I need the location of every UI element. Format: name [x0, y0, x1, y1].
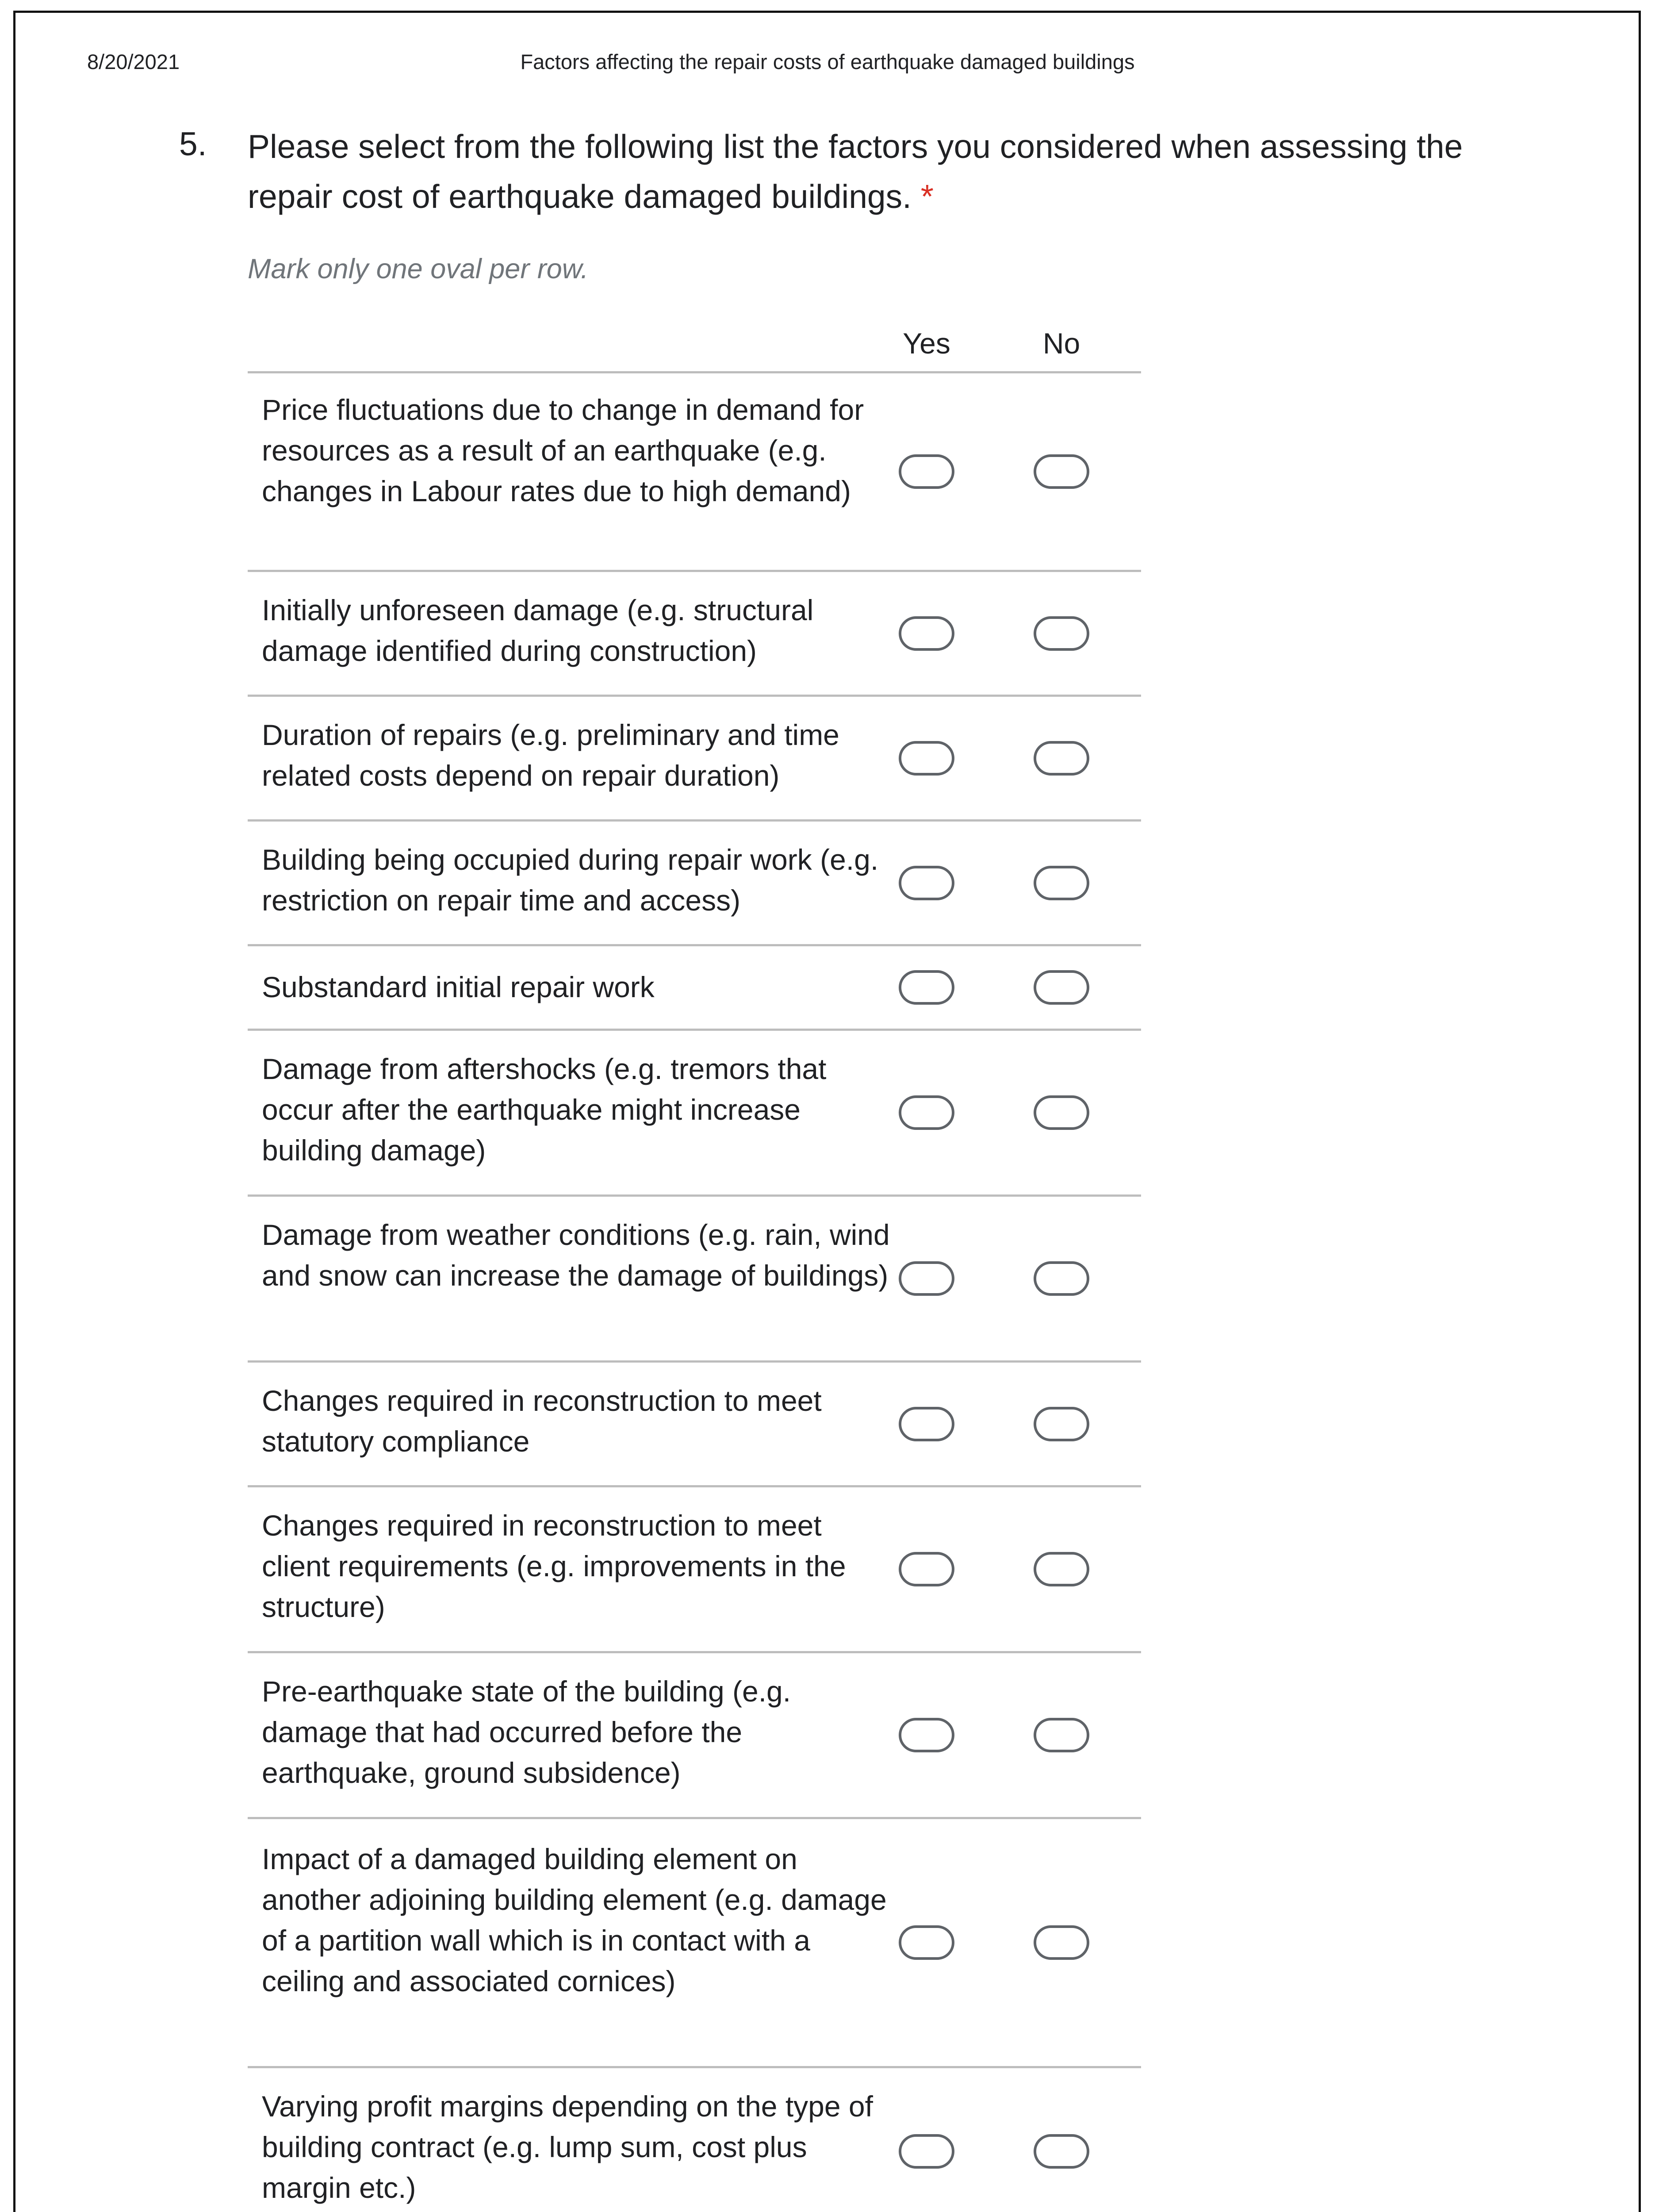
radio-no[interactable]	[1034, 1552, 1089, 1586]
row-label: Price fluctuations due to change in demand for resources as a result of an earthquake (e.g. changes in Labour rates due to high demand)	[262, 393, 864, 507]
grid-row	[248, 697, 1141, 822]
radio-no[interactable]	[1034, 866, 1089, 900]
grid-row	[248, 1653, 1141, 1819]
radio-yes[interactable]	[899, 866, 954, 900]
grid-row	[248, 946, 1141, 1031]
row-label: Varying profit margins depending on the type of building contract (e.g. lump sum, cost plus margin etc.)	[262, 2090, 873, 2204]
row-label: Pre-earthquake state of the building (e.g. damage that had occurred before the earthquake, ground subsidence)	[262, 1675, 791, 1789]
radio-yes[interactable]	[899, 1925, 954, 1960]
print-date: 8/20/2021	[87, 50, 180, 73]
radio-no[interactable]	[1034, 616, 1089, 651]
radio-no[interactable]	[1034, 454, 1089, 489]
radio-yes[interactable]	[899, 454, 954, 489]
grid-row	[248, 822, 1141, 946]
radio-no[interactable]	[1034, 1261, 1089, 1296]
radio-no[interactable]	[1034, 970, 1089, 1005]
radio-yes[interactable]	[899, 1718, 954, 1752]
row-label: Substandard initial repair work	[262, 971, 655, 1003]
row-label: Impact of a damaged building element on another adjoining building element (e.g. damage of a partition wall which is in contact with a ceiling and associated cornices)	[262, 1843, 887, 1997]
radio-yes[interactable]	[899, 616, 954, 651]
row-label: Duration of repairs (e.g. preliminary and time related costs depend on repair duration)	[262, 718, 839, 792]
row-label: Changes required in reconstruction to meet client requirements (e.g. improvements in the structure)	[262, 1509, 846, 1623]
radio-yes[interactable]	[899, 2134, 954, 2169]
radio-no[interactable]	[1034, 1407, 1089, 1441]
row-label: Initially unforeseen damage (e.g. structural damage identified during construction)	[262, 594, 814, 667]
row-label: Damage from aftershocks (e.g. tremors that occur after the earthquake might increase building damage)	[262, 1052, 827, 1167]
grid-row	[248, 2068, 1141, 2212]
grid-row	[248, 373, 1141, 572]
row-label: Damage from weather conditions (e.g. rain, wind and snow can increase the damage of buildings)	[262, 1218, 890, 1292]
radio-no[interactable]	[1034, 2134, 1089, 2169]
radio-yes[interactable]	[899, 1095, 954, 1130]
grid-header	[248, 319, 1141, 373]
row-label: Building being occupied during repair work (e.g. restriction on repair time and access)	[262, 843, 879, 917]
choice-grid	[248, 319, 1141, 2212]
radio-yes[interactable]	[899, 1552, 954, 1586]
grid-row	[248, 1487, 1141, 1653]
radio-yes[interactable]	[899, 741, 954, 776]
grid-row	[248, 1197, 1141, 1363]
column-header-yes: Yes	[903, 327, 950, 360]
radio-no[interactable]	[1034, 1925, 1089, 1960]
question-hint: Mark only one oval per row.	[248, 253, 589, 284]
radio-yes[interactable]	[899, 1261, 954, 1296]
grid-row	[248, 1363, 1141, 1487]
radio-no[interactable]	[1034, 741, 1089, 776]
radio-no[interactable]	[1034, 1095, 1089, 1130]
required-marker: *	[920, 178, 934, 215]
radio-yes[interactable]	[899, 1407, 954, 1441]
grid-row	[248, 1031, 1141, 1197]
radio-yes[interactable]	[899, 970, 954, 1005]
form-title: Factors affecting the repair costs of earthquake damaged buildings	[520, 50, 1135, 73]
grid-row	[248, 1819, 1141, 2068]
question-text	[248, 122, 1464, 222]
question-number: 5.	[179, 125, 207, 162]
column-header-no: No	[1042, 327, 1080, 360]
radio-no[interactable]	[1034, 1718, 1089, 1752]
row-label: Changes required in reconstruction to meet statutory compliance	[262, 1384, 822, 1458]
question-label: Please select from the following list the factors you considered when assessing the repair cost of earthquake damaged buildings.	[248, 128, 1463, 215]
grid-row	[248, 572, 1141, 697]
